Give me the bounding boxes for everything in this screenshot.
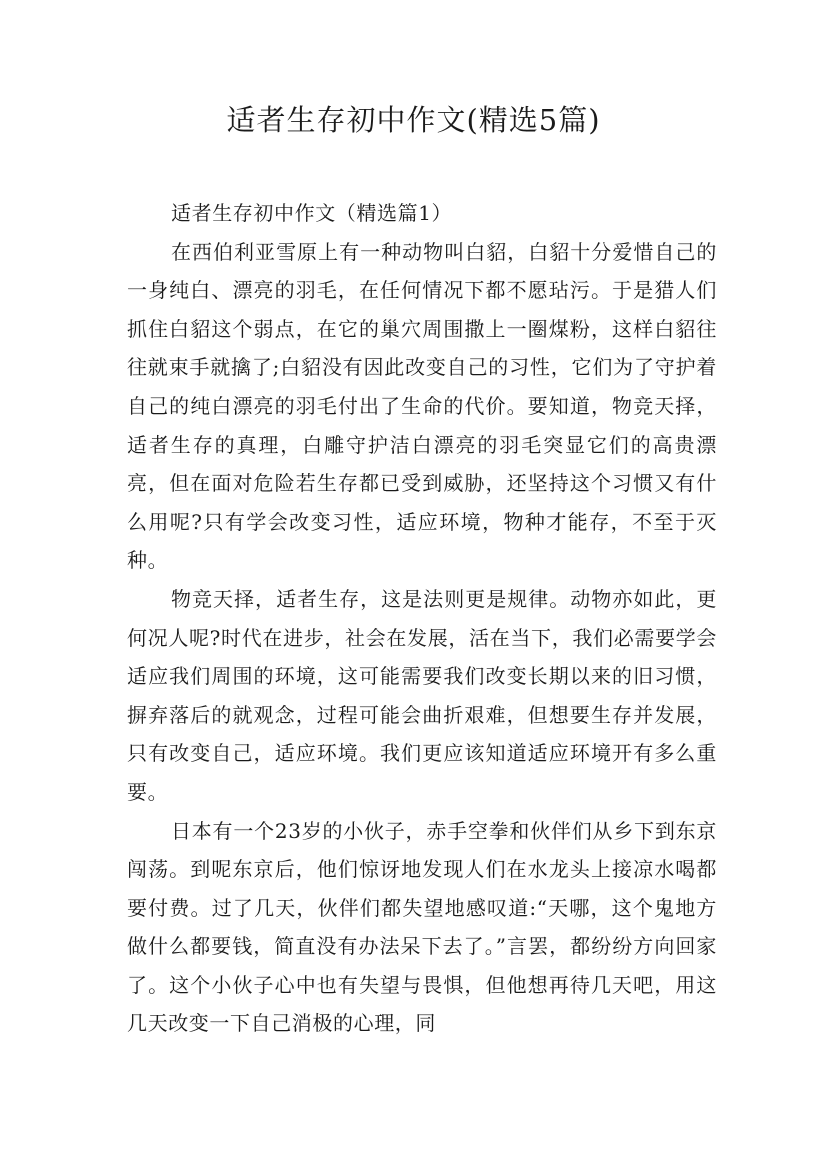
paragraph-white-sable: 在西伯利亚雪原上有一种动物叫白貂，白貂十分爱惜自己的一身纯白、漂亮的羽毛，在任何情况下都不愿玷污。于是猎人们抓住白貂这个弱点，在它的巢穴周围撒上一圈煤粉，这样白貂往往就束手就擒了;白貂没有因此改变自己的习性，它们为了守护着自己的纯白漂亮的羽毛付出了生命的代价。要知道，物竞天择，适者生存的真理，白雕守护洁白漂亮的羽毛突显它们的高贵漂亮，但在面对危险若生存都已受到威胁，还坚持这个习惯又有什么用呢?只有学会改变习性，适应环境，物种才能存，不至于灭种。 [127,239,717,573]
paragraph-tokyo-story: 日本有一个23岁的小伙子，赤手空拳和伙伴们从乡下到东京闯荡。到呢东京后，他们惊讶地发现人们在水龙头上接凉水喝都要付费。过了几天，伙伴们都失望地感叹道:“天哪，这个鬼地方做什么都要钱，简直没有办法呆下去了。”言罢，都纷纷方向回家了。这个小伙子心中也有失望与畏惧，但他想再待几天吧，用这几天改变一下自己消极的心理，同 [127,818,717,1036]
paragraph-survival-law: 物竞天择，适者生存，这是法则更是规律。动物亦如此，更何况人呢?时代在进步，社会在发展，活在当下，我们必需要学会适应我们周围的环境，这可能需要我们改变长期以来的旧习惯，摒弃落后的就观念，过程可能会曲折艰难，但想要生存并发展，只有改变自己，适应环境。我们更应该知道适应环境开有多么重要。 [127,586,717,804]
section-heading: 适者生存初中作文（精选篇1） [171,201,453,225]
document-body [127,194,717,1043]
document-title: 适者生存初中作文(精选5篇) [226,103,601,137]
